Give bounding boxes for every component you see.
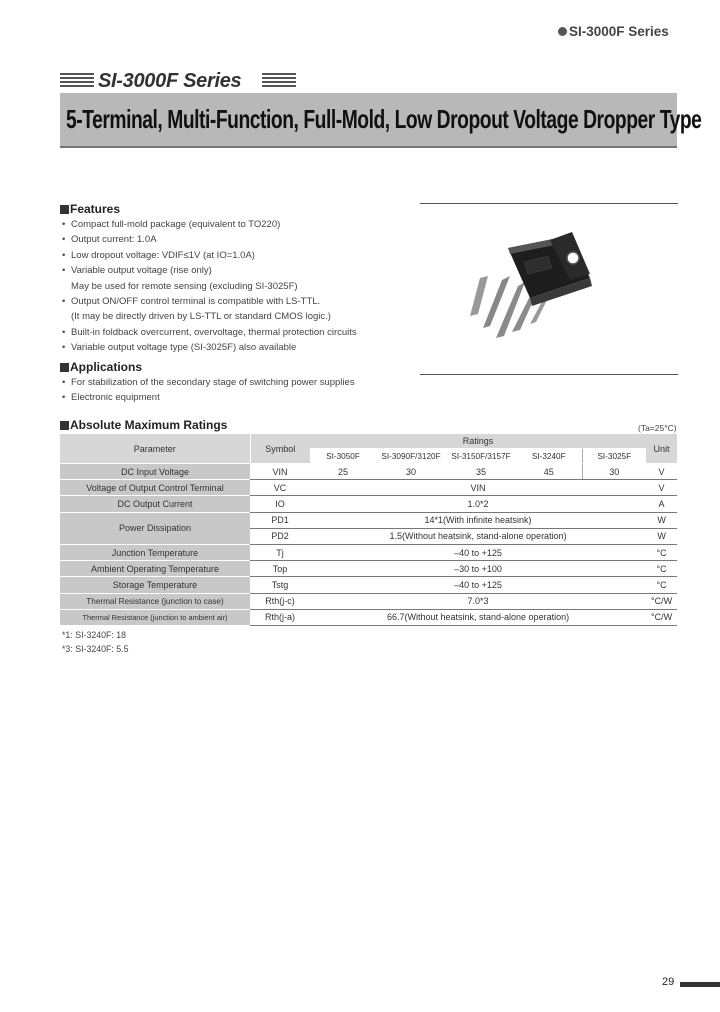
square-bullet-icon	[60, 421, 69, 430]
ratings-table	[60, 434, 677, 626]
col-unit: Unit	[646, 434, 677, 464]
series-tag-text: SI-3000F Series	[569, 24, 669, 39]
value-cell: –40 to +125	[310, 577, 646, 593]
param-cell: Ambient Operating Temperature	[60, 561, 250, 577]
param-cell: Thermal Resistance (junction to case)	[60, 593, 250, 609]
list-item: • Electronic equipment	[62, 392, 160, 404]
model-header: SI-3025F	[582, 449, 646, 464]
value-cell: 45	[516, 464, 582, 480]
symbol-cell: VIN	[250, 464, 310, 480]
value-cell: –40 to +125	[310, 544, 646, 560]
image-top-rule	[420, 203, 678, 204]
unit-cell: V	[646, 480, 677, 496]
value-cell: 1.0*2	[310, 496, 646, 512]
table-header-row	[60, 434, 677, 449]
symbol-cell: Tstg	[250, 577, 310, 593]
list-item: (It may be directly driven by LS-TTL or standard CMOS logic.)	[71, 311, 331, 323]
ratings-condition: (Ta=25°C)	[638, 423, 677, 433]
table-row	[60, 496, 677, 512]
unit-cell: W	[646, 528, 677, 544]
unit-cell: °C/W	[646, 609, 677, 625]
param-cell: Voltage of Output Control Terminal	[60, 480, 250, 496]
series-tag	[558, 24, 669, 39]
table-row	[60, 544, 677, 560]
symbol-cell: Top	[250, 561, 310, 577]
value-cell: VIN	[310, 480, 646, 496]
list-item: • Variable output voltage type (SI-3025F) also available	[62, 342, 297, 354]
ratings-heading	[60, 418, 227, 432]
applications-heading	[60, 360, 142, 374]
footnote: *1: SI-3240F: 18	[62, 630, 127, 640]
symbol-cell: Rth(j-a)	[250, 609, 310, 625]
table-row	[60, 561, 677, 577]
list-item: • Compact full-mold package (equivalent to TO220)	[62, 219, 281, 230]
main-title: 5-Terminal, Multi-Function, Full-Mold, Low Dropout Voltage Dropper Type	[66, 104, 702, 134]
param-cell: DC Input Voltage	[60, 464, 250, 480]
value-cell: 14*1(With infinite heatsink)	[310, 512, 646, 528]
value-cell: 7.0*3	[310, 593, 646, 609]
symbol-cell: VC	[250, 480, 310, 496]
features-heading	[60, 202, 120, 216]
square-bullet-icon	[60, 205, 69, 214]
table-row	[60, 512, 677, 528]
col-symbol: Symbol	[250, 434, 310, 464]
series-title: SI-3000F Series	[98, 70, 242, 92]
list-item: • Low dropout voltage: VDIF≤1V (at IO=1.0A)	[62, 249, 255, 261]
param-cell: Thermal Resistance (junction to ambient air)	[60, 609, 250, 625]
list-item: May be used for remote sensing (excluding SI-3025F)	[71, 280, 298, 292]
list-item: • Output ON/OFF control terminal is compatible with LS-TTL.	[62, 296, 321, 308]
footnote: *3: SI-3240F: 5.5	[62, 644, 129, 654]
value-cell: 1.5(Without heatsink, stand-alone operation)	[310, 528, 646, 544]
ratings-heading-text: Absolute Maximum Ratings	[70, 418, 228, 432]
table-row	[60, 480, 677, 496]
unit-cell: °C/W	[646, 593, 677, 609]
lead-4	[470, 276, 488, 316]
value-cell: 25	[310, 464, 376, 480]
table-row	[60, 609, 677, 625]
param-cell: Power Dissipation	[60, 512, 250, 544]
features-heading-text: Features	[70, 202, 121, 216]
to220-package-photo	[440, 218, 660, 368]
table-row	[60, 464, 677, 480]
title-hatch-right	[262, 73, 296, 87]
applications-list	[62, 375, 355, 406]
list-item: • Built-in foldback overcurrent, overvoltage, thermal protection circuits	[62, 326, 357, 338]
unit-cell: V	[646, 464, 677, 480]
col-ratings: Ratings	[310, 434, 646, 449]
symbol-cell: PD2	[250, 528, 310, 544]
value-cell: 30	[376, 464, 446, 480]
unit-cell: °C	[646, 544, 677, 560]
features-list	[62, 217, 357, 356]
title-hatch-left	[60, 73, 94, 87]
value-cell: –30 to +100	[310, 561, 646, 577]
model-header: SI-3150F/3157F	[446, 449, 516, 464]
model-header: SI-3050F	[310, 449, 376, 464]
list-item: • For stabilization of the secondary stage of switching power supplies	[62, 377, 355, 388]
symbol-cell: Rth(j-c)	[250, 593, 310, 609]
unit-cell: °C	[646, 577, 677, 593]
col-parameter: Parameter	[60, 434, 250, 464]
square-bullet-icon	[60, 363, 69, 372]
param-cell: DC Output Current	[60, 496, 250, 512]
page-number-bar	[680, 982, 720, 987]
list-item: • Output current: 1.0A	[62, 234, 157, 246]
symbol-cell: PD1	[250, 512, 310, 528]
applications-heading-text: Applications	[70, 360, 143, 374]
value-cell: 66.7(Without heatsink, stand-alone operation)	[310, 609, 646, 625]
image-bottom-rule	[420, 374, 678, 375]
page-number: 29	[662, 976, 675, 988]
model-header: SI-3090F/3120F	[376, 449, 446, 464]
model-header: SI-3240F	[516, 449, 582, 464]
symbol-cell: Tj	[250, 544, 310, 560]
value-cell: 35	[446, 464, 516, 480]
bullet-dot-icon	[558, 27, 567, 36]
table-row	[60, 577, 677, 593]
param-cell: Junction Temperature	[60, 544, 250, 560]
mounting-hole-icon	[567, 252, 579, 264]
unit-cell: A	[646, 496, 677, 512]
value-cell: 30	[582, 464, 646, 480]
unit-cell: °C	[646, 561, 677, 577]
unit-cell: W	[646, 512, 677, 528]
symbol-cell: IO	[250, 496, 310, 512]
list-item: • Variable output voltage (rise only)	[62, 265, 212, 277]
param-cell: Storage Temperature	[60, 577, 250, 593]
table-row	[60, 593, 677, 609]
